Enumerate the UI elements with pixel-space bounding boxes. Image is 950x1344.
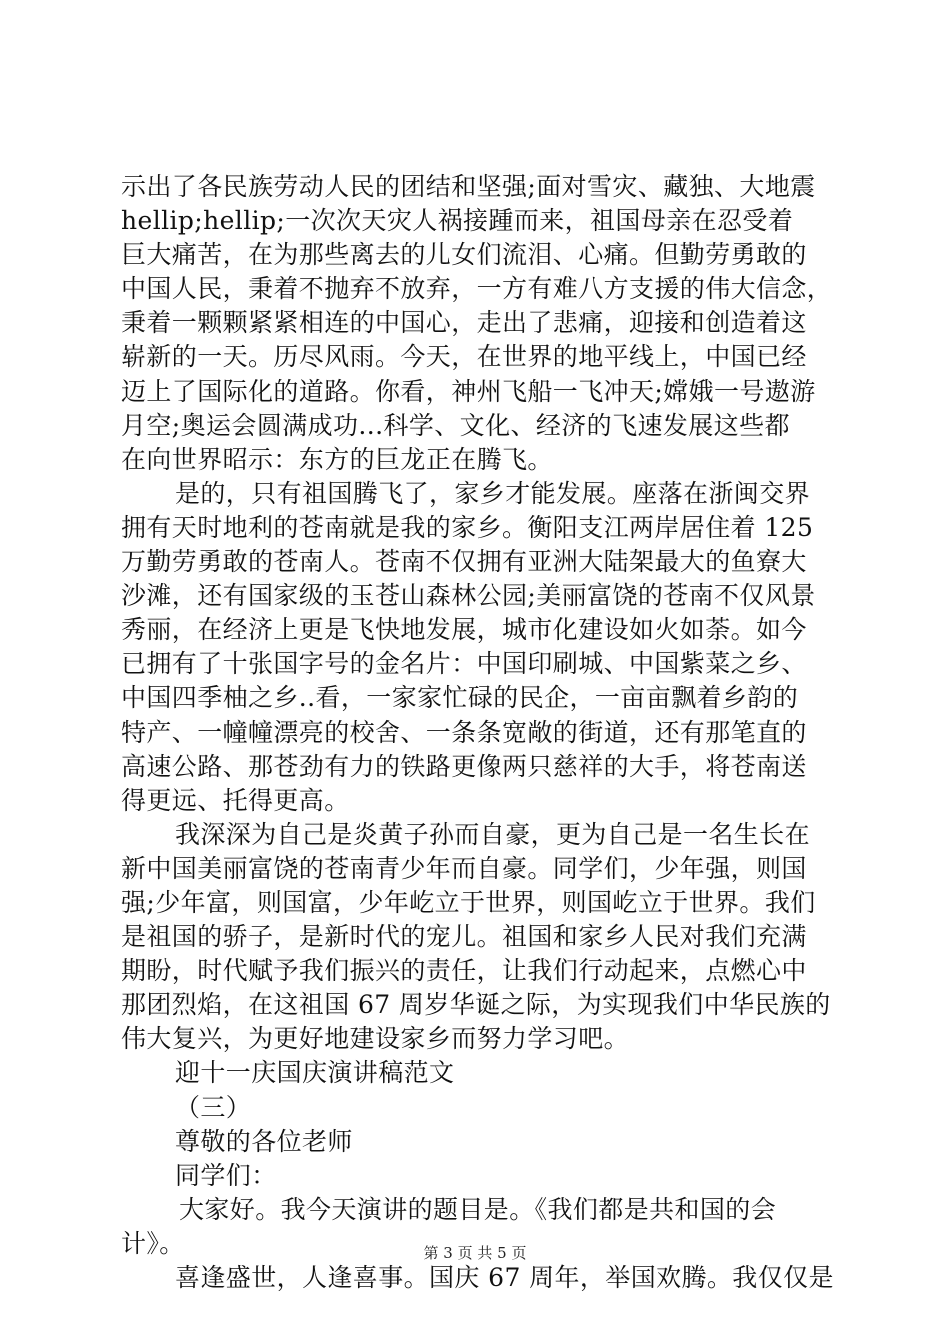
text-line: 新中国美丽富饶的苍南青少年而自豪。同学们，少年强，则国 <box>121 853 807 883</box>
text-line: 在向世界昭示：东方的巨龙正在腾飞。 <box>121 444 553 474</box>
text-line: 秉着一颗颗紧紧相连的中国心，走出了悲痛，迎接和创造着这 <box>121 308 807 338</box>
text-line: 期盼，时代赋予我们振兴的责任，让我们行动起来，点燃心中 <box>121 956 807 986</box>
text-line: 迈上了国际化的道路。你看，神州飞船一飞冲天;嫦娥一号遨游 <box>121 376 816 406</box>
text-line: 沙滩，还有国家级的玉苍山森林公园;美丽富饶的苍南不仅风景 <box>121 581 816 611</box>
text-line: 我深深为自己是炎黄子孙而自豪，更为自己是一名生长在 <box>175 819 811 849</box>
text-line: 强;少年富，则国富，少年屹立于世界，则国屹立于世界。我们 <box>121 887 816 917</box>
text-line: 那团烈焰，在这祖国 67 周岁华诞之际，为实现我们中华民族的 <box>121 990 831 1020</box>
text-line: 喜逢盛世，人逢喜事。国庆 67 周年，举国欢腾。我仅仅是 <box>175 1263 834 1292</box>
text-line: 迎十一庆国庆演讲稿范文 <box>175 1058 455 1088</box>
page-footer: 第 3 页 共 5 页 <box>423 1244 527 1262</box>
text-line: 高速公路、那苍劲有力的铁路更像两只慈祥的大手，将苍南送 <box>121 751 807 781</box>
text-line: 月空;奥运会圆满成功...科学、文化、经济的飞速发展这些都 <box>121 410 790 440</box>
text-line: 巨大痛苦，在为那些离去的儿女们流泪、心痛。但勤劳勇敢的 <box>121 240 807 270</box>
text-line: 是的，只有祖国腾飞了，家乡才能发展。座落在浙闽交界 <box>175 478 811 508</box>
text-line: 伟大复兴，为更好地建设家乡而努力学习吧。 <box>121 1024 630 1054</box>
text-line: hellip;hellip;一次次天灾人祸接踵而来，祖国母亲在忍受着 <box>121 206 794 236</box>
text-line: 中国人民，秉着不抛弃不放弃，一方有难八方支援的伟大信念， <box>121 274 833 304</box>
text-line: 同学们： <box>175 1160 277 1190</box>
text-line: 计》。 <box>121 1228 185 1258</box>
text-line: 大家好。我今天演讲的题目是。《我们都是共和国的会 <box>179 1194 777 1224</box>
text-line: （三） <box>175 1092 252 1122</box>
text-line: 得更远、托得更高。 <box>121 785 350 815</box>
text-line: 崭新的一天。历尽风雨。今天，在世界的地平线上，中国已经 <box>121 342 807 372</box>
text-line: 示出了各民族劳动人民的团结和坚强;面对雪灾、藏独、大地震 <box>121 172 816 201</box>
text-line: 中国四季柚之乡..看，一家家忙碌的民企，一亩亩飘着乡韵的 <box>121 683 799 713</box>
document-body <box>121 170 841 1295</box>
text-line: 拥有天时地利的苍南就是我的家乡。衡阳支江两岸居住着 125 <box>121 512 814 542</box>
text-line: 是祖国的骄子，是新时代的宠儿。祖国和家乡人民对我们充满 <box>121 922 807 952</box>
text-line: 尊敬的各位老师 <box>175 1126 353 1156</box>
text-line: 秀丽，在经济上更是飞快地发展，城市化建设如火如荼。如今 <box>121 615 807 645</box>
text-line: 已拥有了十张国字号的金名片：中国印刷城、中国紫菜之乡、 <box>121 649 807 679</box>
text-line: 万勤劳勇敢的苍南人。苍南不仅拥有亚洲大陆架最大的鱼寮大 <box>121 547 807 577</box>
text-line: 特产、一幢幢漂亮的校舍、一条条宽敞的街道，还有那笔直的 <box>121 717 807 747</box>
